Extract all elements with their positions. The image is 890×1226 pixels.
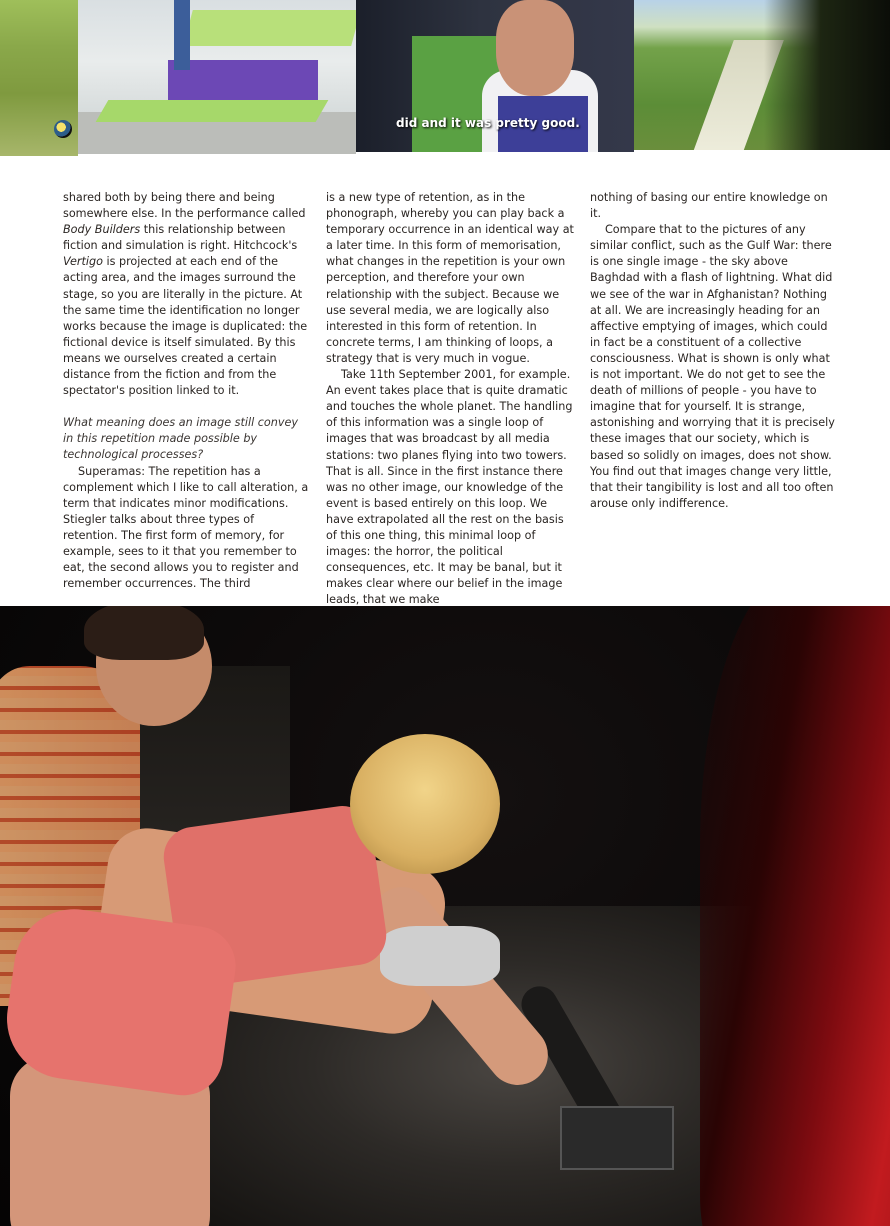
paragraph: Take 11th September 2001, for example. An event takes place that is quite dramatic and touches the whole planet. The handling of this information was a single loop of images that was broadcast by all media stations: two planes flying into two towers. That is all. Since in the first instance there was no other image, our knowledge of the event is based entirely on this loop. We have extrapolated all the rest on the basis of this one thing, this minimal loop of images: the horror, the political consequences, etc. It may be banal, but it makes clear where our belief in the image leads, that we make <box>326 368 573 607</box>
paragraph: nothing of basing our entire knowledge on it. <box>590 191 828 221</box>
top-photo-strip <box>0 0 890 156</box>
interview-question: What meaning does an image still convey in this repetition made possible by technological processes? <box>63 416 298 462</box>
article-column-2 <box>326 190 574 608</box>
disc-icon <box>54 120 72 138</box>
article-column-3 <box>590 190 838 512</box>
article-column-1 <box>63 190 311 592</box>
paragraph: Superamas: The repetition has a complement which I like to call alteration, a term that indicates minor modifications. Stiegler talks about three types of retention. The first form of memory, for example, sees to it that you remember to eat, the second allows you to register and remember occurrences. The third <box>63 464 309 591</box>
video-subtitle: did and it was pretty good. <box>396 116 580 130</box>
car-engine-photo <box>0 606 890 1226</box>
paragraph: is a new type of retention, as in the phonograph, whereby you can play back a temporary occurrence in an identical way at a later time. In this form of memorisation, what changes in the repetition is your own perception, and therefore your own relationship with the subject. Because we use several media, we are logically also interested in this form of retention. In concrete terms, I am thinking of loops, a strategy that is very much in vogue. <box>326 191 574 365</box>
gas-station-model-photo <box>78 0 356 154</box>
paragraph: shared both by being there and being somewhere else. In the performance called Body Builders this relationship between fiction and simulation is right. Hitchcock's Vertigo is projected at each end of the acting area, and the images surround the stage, so you are literally in the picture. At the same time the identification no longer works because the image is duplicated: the fictional device is itself simulated. By this means we ourselves created a certain distance from the fiction and from the spectator's position linked to it. <box>63 191 308 398</box>
country-road-photo <box>634 0 890 150</box>
paragraph: Compare that to the pictures of any similar conflict, such as the Gulf War: there is one single image - the sky above Baghdad with a flash of lightning. What did we see of the war in Afghanistan? Nothing at all. We are increasingly heading for an affective emptying of images, which could in fact be a constituent of a collective consciousness. What is shown is only what is not important. We do not get to see the death of millions of people - you have to imagine that for yourself. It is strange, astonishing and worrying that it is precisely these images that our society, which is based so solidly on images, does not show. You find out that images change very little, that their tangibility is lost and all too often arouse only indifference. <box>590 223 835 510</box>
field-photo <box>0 0 78 156</box>
